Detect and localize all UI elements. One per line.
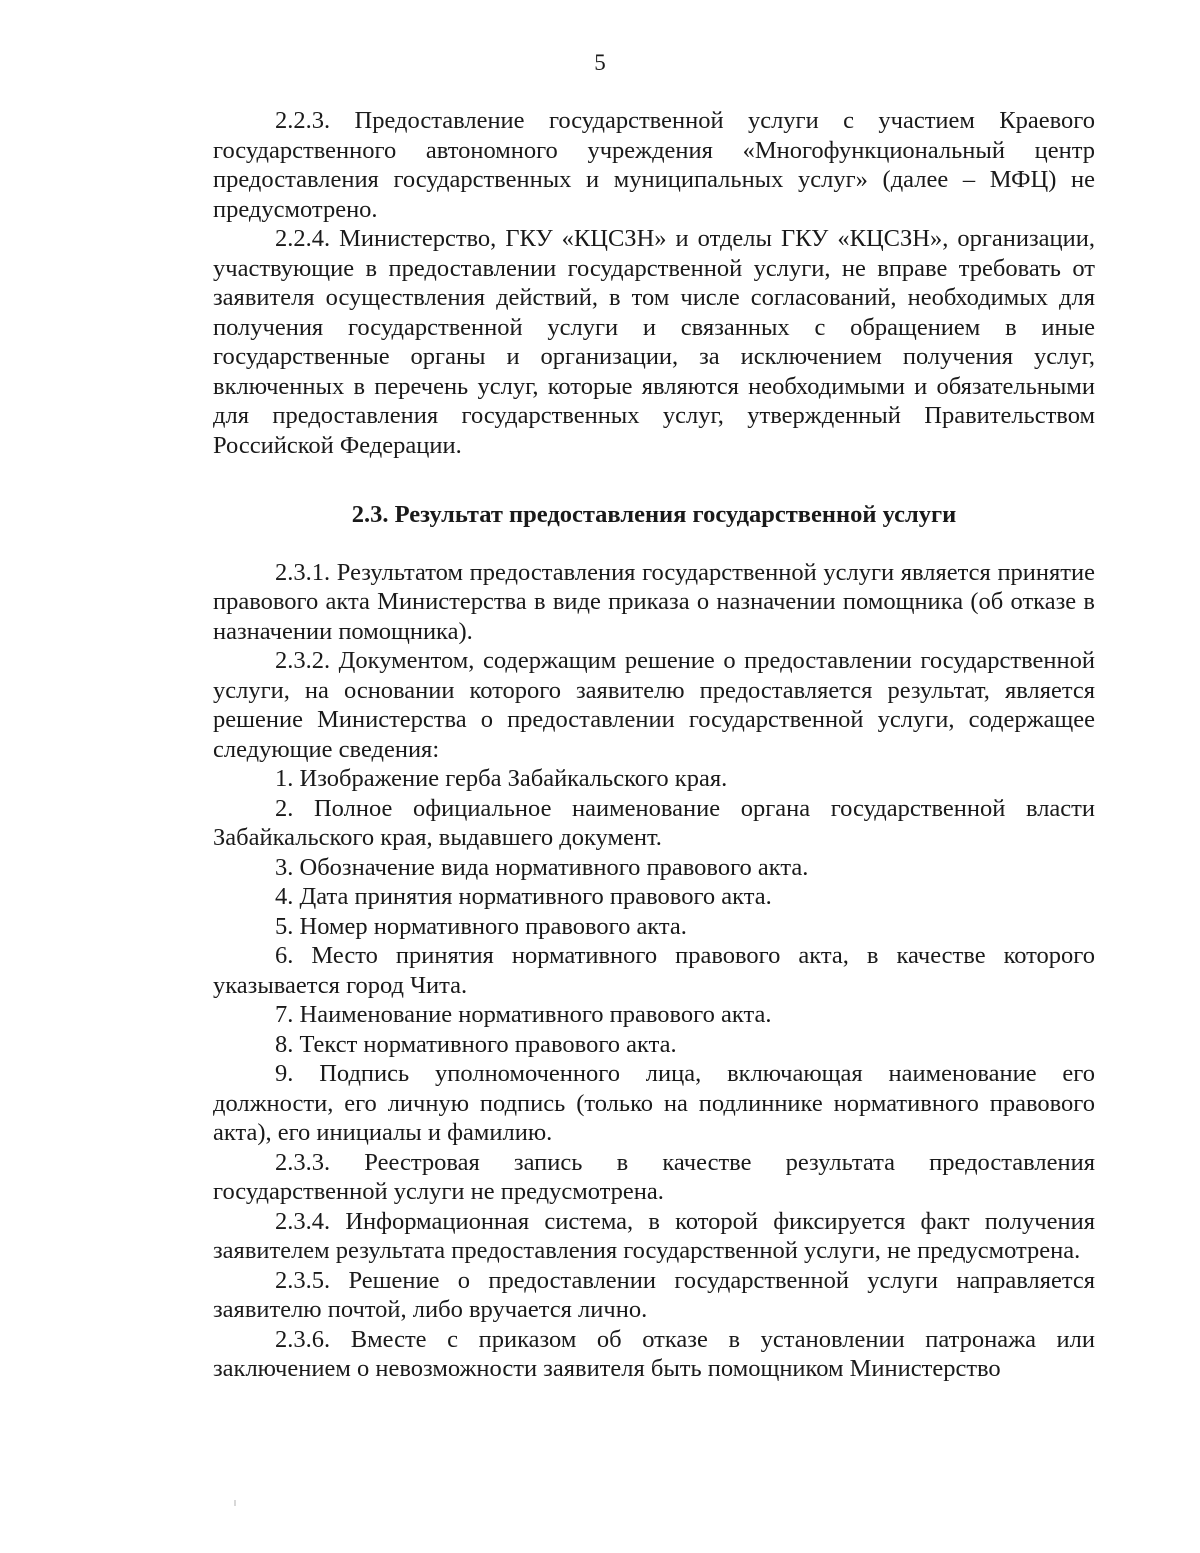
paragraph-2-3-6: 2.3.6. Вместе с приказом об отказе в установлении патронажа или заключением о невозможности заявителя быть помощником Министерство (213, 1325, 1095, 1382)
list-item-3: 3. Обозначение вида нормативного правового акта. (275, 853, 809, 881)
document-body (213, 106, 1095, 1384)
list-item-5: 5. Номер нормативного правового акта. (275, 912, 687, 940)
paragraph-2-3-5: 2.3.5. Решение о предоставлении государственной услуги направляется заявителю почтой, либо вручается лично. (213, 1266, 1095, 1323)
paragraph-2-3-2: 2.3.2. Документом, содержащим решение о предоставлении государственной услуги, на основании которого заявителю предоставляется результат, является решение Министерства о предоставлении государственной услуги, содержащее следующие сведения: (213, 647, 1095, 763)
paragraph-2-2-3: 2.2.3. Предоставление государственной услуги с участием Краевого государственного автономного учреждения «Многофункциональный центр предоставления государственных и муниципальных услуг» (далее – МФЦ) не предусмотрено. (213, 107, 1095, 223)
list-item-6: 6. Место принятия нормативного правового акта, в качестве которого указывается город Чита. (213, 942, 1095, 999)
paragraph-2-3-4: 2.3.4. Информационная система, в которой фиксируется факт получения заявителем результата предоставления государственной услуги, не предусмотрена. (213, 1207, 1095, 1264)
scan-speck (234, 1500, 236, 1506)
paragraph-2-3-1: 2.3.1. Результатом предоставления государственной услуги является принятие правового акта Министерства в виде приказа о назначении помощника (об отказе в назначении помощника). (213, 558, 1095, 645)
list-item-1: 1. Изображение герба Забайкальского края. (275, 765, 728, 792)
list-item-7: 7. Наименование нормативного правового акта. (275, 1001, 772, 1028)
page-number: 5 (594, 50, 606, 75)
list-item-9: 9. Подпись уполномоченного лица, включающая наименование его должности, его личную подпись (только на подлиннике нормативного правового акта), его инициалы и фамилию. (213, 1060, 1095, 1146)
section-heading-2-3: 2.3. Результат предоставления государственной услуги (351, 501, 957, 528)
paragraph-2-3-3: 2.3.3. Реестровая запись в качестве результата предоставления государственной услуги не предусмотрена. (213, 1148, 1095, 1205)
list-item-2: 2. Полное официальное наименование органа государственной власти Забайкальского края, выдавшего документ. (213, 794, 1095, 851)
list-item-4: 4. Дата принятия нормативного правового акта. (275, 883, 772, 910)
paragraph-2-2-4: 2.2.4. Министерство, ГКУ «КЦСЗН» и отделы ГКУ «КЦСЗН», организации, участвующие в предоставлении государственной услуги, не вправе требовать от заявителя осуществления действий, в том числе согласований, необходимых для получения государственной услуги и связанных с обращением в иные государственные органы и организации, за исключением получения услуг, включенных в перечень услуг, которые являются необходимыми и обязательными для предоставления государственных услуг, утвержденный Правительством Российской Федерации. (213, 225, 1095, 459)
list-item-8: 8. Текст нормативного правового акта. (275, 1030, 677, 1058)
